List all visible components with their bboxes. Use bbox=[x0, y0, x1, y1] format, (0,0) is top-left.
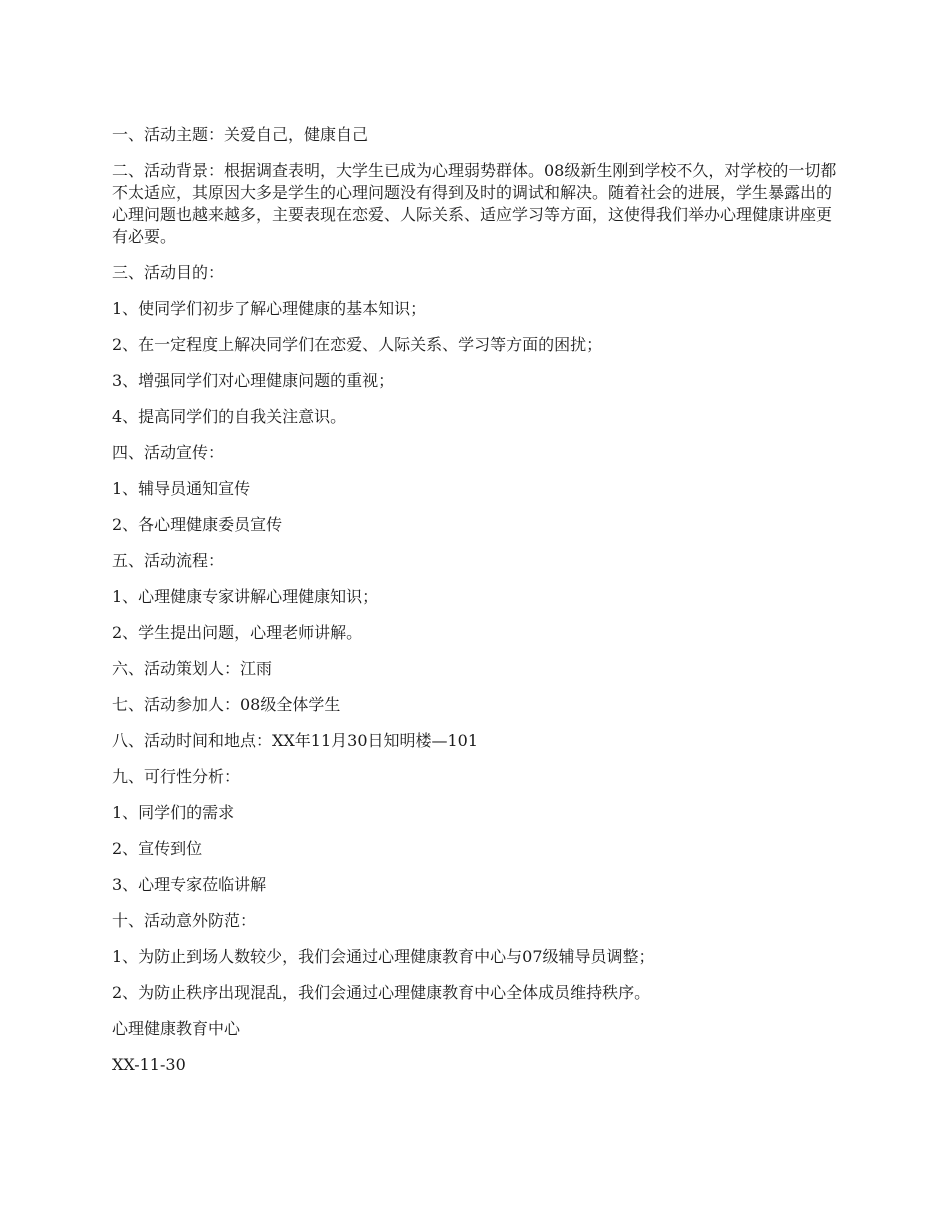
paragraph-time-place: 八、活动时间和地点：XX年11月30日知明楼—101 bbox=[112, 731, 479, 750]
paragraph-feasibility-heading: 九、可行性分析： bbox=[112, 767, 241, 786]
paragraph-purpose-4: 4、提高同学们的自我关注意识。 bbox=[112, 407, 347, 426]
paragraph-feasibility-2: 2、宣传到位 bbox=[112, 839, 203, 858]
paragraph-theme: 一、活动主题：关爱自己，健康自己 bbox=[112, 125, 369, 144]
paragraph-contingency-1: 1、为防止到场人数较少，我们会通过心理健康教育中心与07级辅导员调整； bbox=[112, 947, 655, 966]
paragraph-process-1: 1、心理健康专家讲解心理健康知识； bbox=[112, 587, 379, 606]
paragraph-contingency-2: 2、为防止秩序出现混乱，我们会通过心理健康教育中心全体成员维持秩序。 bbox=[112, 983, 651, 1002]
paragraph-background: 二、活动背景：根据调查表明，大学生已成为心理弱势群体。08级新生刚到学校不久，对学校的一切都不太适应，其原因大多是学生的心理问题没有得到及时的调试和解决。随着社会的进展，学生暴露出的心理问题也越来越多，主要表现在恋爱、人际关系、适应学习等方面，这使得我们举办心理健康讲座更有必要。 bbox=[112, 161, 837, 246]
signature-organization: 心理健康教育中心 bbox=[112, 1019, 241, 1038]
paragraph-promotion-1: 1、辅导员通知宣传 bbox=[112, 479, 251, 498]
paragraph-purpose-1: 1、使同学们初步了解心理健康的基本知识； bbox=[112, 299, 427, 318]
paragraph-planner: 六、活动策划人：江雨 bbox=[112, 659, 273, 678]
paragraph-contingency-heading: 十、活动意外防范： bbox=[112, 911, 257, 930]
paragraph-purpose-3: 3、增强同学们对心理健康问题的重视； bbox=[112, 371, 395, 390]
paragraph-feasibility-3: 3、心理专家莅临讲解 bbox=[112, 875, 267, 894]
paragraph-purpose-heading: 三、活动目的： bbox=[112, 263, 225, 282]
paragraph-purpose-2: 2、在一定程度上解决同学们在恋爱、人际关系、学习等方面的困扰； bbox=[112, 335, 603, 354]
paragraph-promotion-heading: 四、活动宣传： bbox=[112, 443, 225, 462]
paragraph-participants: 七、活动参加人：08级全体学生 bbox=[112, 695, 341, 714]
paragraph-process-2: 2、学生提出问题，心理老师讲解。 bbox=[112, 623, 363, 642]
signature-date: XX-11-30 bbox=[112, 1055, 186, 1074]
paragraph-feasibility-1: 1、同学们的需求 bbox=[112, 803, 235, 822]
paragraph-promotion-2: 2、各心理健康委员宣传 bbox=[112, 515, 283, 534]
document-body bbox=[112, 124, 842, 1090]
paragraph-process-heading: 五、活动流程： bbox=[112, 551, 225, 570]
